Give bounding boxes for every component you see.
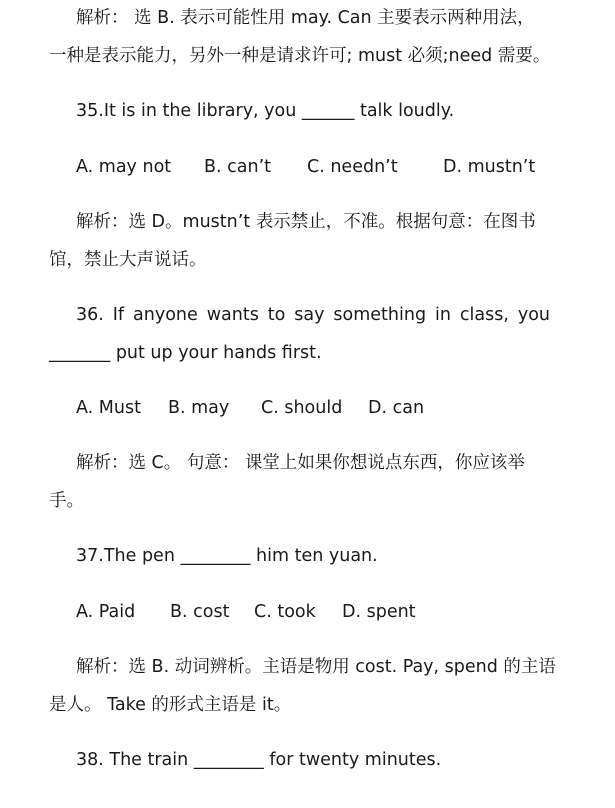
question-36-options xyxy=(76,396,424,420)
question-36-stem-line1: 36. If anyone wants to say something in class, you xyxy=(76,305,550,325)
explanation-37-line2: 是人。 Take 的形式主语是 it。 xyxy=(49,695,292,715)
option-b: B. cost xyxy=(170,602,230,622)
explanation-37-line1: 解析：选 B. 动词辨析。主语是物用 cost. Pay, spend 的主语 xyxy=(76,657,556,677)
option-c: C. took xyxy=(254,602,316,622)
option-b: B. may xyxy=(168,398,230,418)
option-c: C. needn’t xyxy=(307,157,398,177)
option-a: A. Must xyxy=(76,398,141,418)
question-35-options xyxy=(76,155,535,179)
question-37-options xyxy=(76,600,416,624)
question-35-stem: 35.It is in the library, you ______ talk loudly. xyxy=(76,101,455,121)
question-38-stem: 38. The train ________ for twenty minutes. xyxy=(76,750,442,770)
explanation-34-line2: 一种是表示能力，另外一种是请求许可; must 必须;need 需要。 xyxy=(49,46,551,66)
explanation-35-line2: 馆，禁止大声说话。 xyxy=(49,250,207,270)
explanation-36-line1: 解析：选 C。 句意： 课堂上如果你想说点东西，你应该举 xyxy=(76,453,525,473)
option-d: D. can xyxy=(368,398,425,418)
question-36-stem-line2: _______ put up your hands first. xyxy=(49,343,322,363)
option-c: C. should xyxy=(261,398,343,418)
option-a: A. Paid xyxy=(76,602,136,622)
option-d: D. mustn’t xyxy=(443,157,536,177)
explanation-34-line1: 解析： 选 B. 表示可能性用 may. Can 主要表示两种用法， xyxy=(76,8,535,28)
explanation-35-line1: 解析：选 D。mustn’t 表示禁止，不准。根据句意：在图书 xyxy=(76,212,536,232)
question-37-stem: 37.The pen ________ him ten yuan. xyxy=(76,546,378,566)
option-b: B. can’t xyxy=(204,157,271,177)
explanation-36-line2: 手。 xyxy=(49,491,84,511)
option-a: A. may not xyxy=(76,157,172,177)
option-d: D. spent xyxy=(342,602,416,622)
